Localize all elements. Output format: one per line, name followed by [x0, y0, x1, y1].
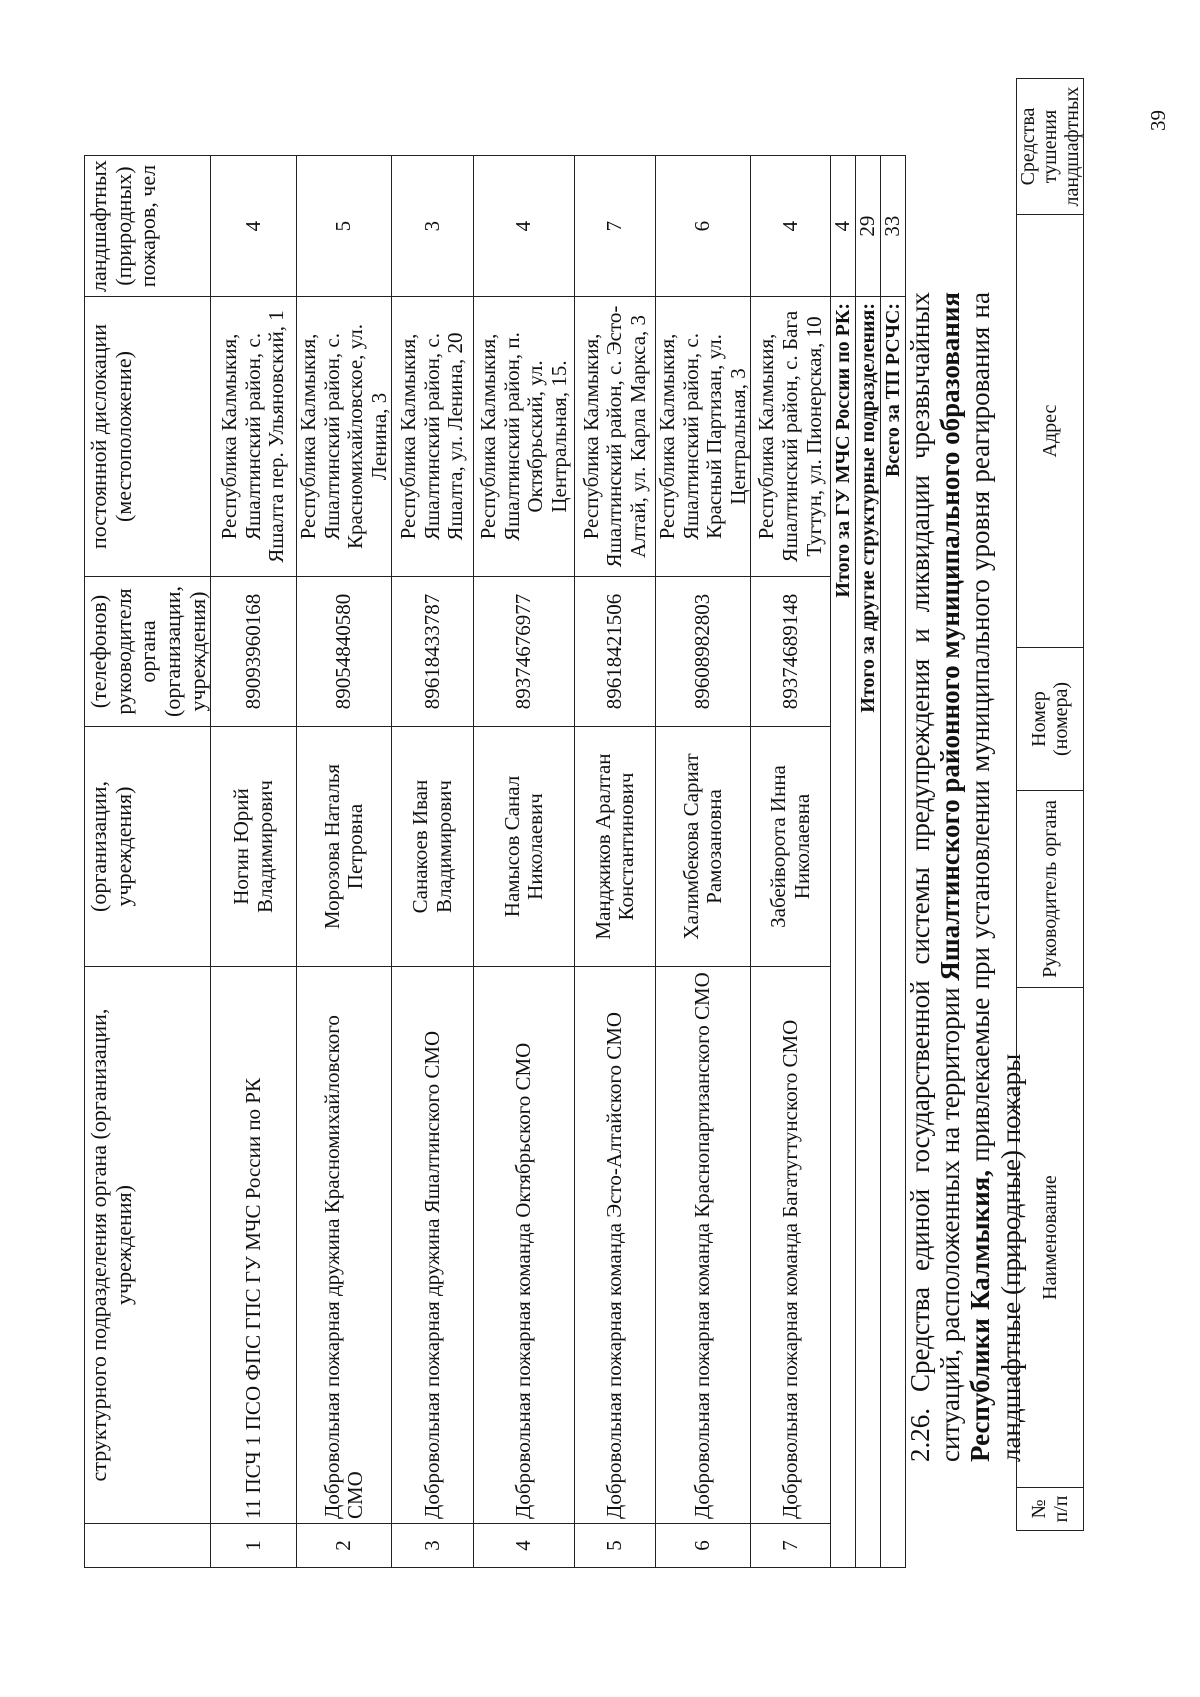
total-row — [831, 156, 856, 1568]
row-phone: 89093960168 — [211, 577, 297, 727]
row-number: 4 — [474, 1524, 575, 1568]
row-phone: 89608982803 — [656, 577, 751, 727]
row-unit-name: 11 ПСЧ 1 ПСО ФПС ГПС ГУ МЧС России по РК — [211, 967, 297, 1524]
table-row — [575, 156, 656, 1568]
row-unit-name: Добровольная пожарная команда Октябрьского СМО — [474, 967, 575, 1524]
row-phone: 89618421506 — [575, 577, 656, 727]
section-heading-bold: Яшалтинского районного муниципального образования Республики Калмыкия, — [935, 292, 996, 1462]
header-cell-phone: Номер (номера) — [1017, 648, 1084, 791]
row-address: Республика Калмыкия, Яшалтинский район, п. Октябрьский, ул. Центральная, 15. — [474, 297, 575, 577]
section-heading-part2: привлекаемые при установлении муниципального уровня реагирования на ландшафтные (природные) пожары — [965, 292, 1026, 1462]
row-address: Республика Калмыкия, Яшалтинский район, с. Красномихайловское, ул. Ленина, 3 — [297, 297, 392, 577]
row-count: 6 — [656, 156, 751, 297]
header-cell-number — [85, 1524, 211, 1568]
row-unit-name: Добровольная пожарная дружина Красномихайловского СМО — [297, 967, 392, 1524]
row-phone: 89618433787 — [392, 577, 474, 727]
row-address: Республика Калмыкия, Яшалтинский район, с. Яшалта пер. Ульяновский, 1 — [211, 297, 297, 577]
table-row — [474, 156, 575, 1568]
table-row — [751, 156, 831, 1568]
row-address: Республика Калмыкия, Яшалтинский район, с. Яшалта, ул. Ленина, 20 — [392, 297, 474, 577]
row-address: Республика Калмыкия, Яшалтинский район, с. Бага Тугтун, ул. Пионерская, 10 — [751, 297, 831, 577]
row-number: 1 — [211, 1524, 297, 1568]
total-value: 29 — [856, 156, 881, 297]
header-cell-means: Средства тушения ландшафтных — [1017, 79, 1084, 215]
page-number: 39 — [1146, 110, 1170, 131]
row-head: Намысов Санал Николаевич — [474, 727, 575, 967]
header-cell-address: Адрес — [1017, 215, 1084, 648]
row-count: 3 — [392, 156, 474, 297]
row-number: 6 — [656, 1524, 751, 1568]
total-value: 33 — [880, 156, 905, 297]
table-row — [211, 156, 297, 1568]
header-cell-number: № п/п — [1017, 1488, 1084, 1531]
header-cell-unit: структурного подразделения органа (организации, учреждения) — [85, 967, 211, 1524]
row-phone: 89374689148 — [751, 577, 831, 727]
row-count: 4 — [751, 156, 831, 297]
row-head: Забейворота Инна Николаевна — [751, 727, 831, 967]
row-unit-name: Добровольная пожарная команда Краснопартизанского СМО — [656, 967, 751, 1524]
row-phone: 89054840580 — [297, 577, 392, 727]
row-count: 5 — [297, 156, 392, 297]
row-head: Санакоев Иван Владимирович — [392, 727, 474, 967]
table-header-row — [1017, 79, 1084, 1531]
row-number: 2 — [297, 1524, 392, 1568]
row-count: 7 — [575, 156, 656, 297]
table-row — [656, 156, 751, 1568]
table-row — [297, 156, 392, 1568]
section-heading — [905, 292, 1026, 1462]
row-address: Республика Калмыкия, Яшалтинский район, с. Красный Партизан, ул. Центральная, 3 — [656, 297, 751, 577]
table-header-row — [85, 156, 211, 1568]
resources-table-header — [1016, 78, 1084, 1531]
header-cell-head: Руководитель органа — [1017, 791, 1084, 988]
total-label: Всего за ТП РСЧС: — [880, 297, 905, 1568]
row-unit-name: Добровольная пожарная дружина Яшалтинского СМО — [392, 967, 474, 1524]
row-number: 5 — [575, 1524, 656, 1568]
row-head: Морозова Наталья Петровна — [297, 727, 392, 967]
header-cell-phone: (телефонов) руководителя органа (организации, учреждения) — [85, 577, 211, 727]
row-count: 4 — [474, 156, 575, 297]
header-cell-name: Наименование — [1017, 988, 1084, 1488]
total-value: 4 — [831, 156, 856, 297]
total-label: Итого за ГУ МЧС России по РК: — [831, 297, 856, 1568]
header-cell-count: ландшафтных (природных) пожаров, чел — [85, 156, 211, 297]
header-cell-address: постоянной дислокации (местоположение) — [85, 297, 211, 577]
row-phone: 89374676977 — [474, 577, 575, 727]
table-row — [392, 156, 474, 1568]
row-number: 7 — [751, 1524, 831, 1568]
section-heading-part1: 2.26. Средства единой государственной системы предупреждения и ликвидации чрезвычайных ситуаций, расположенных на территории — [905, 292, 966, 1462]
total-row — [856, 156, 881, 1568]
row-unit-name: Добровольная пожарная команда Багатугтунского СМО — [751, 967, 831, 1524]
row-count: 4 — [211, 156, 297, 297]
row-unit-name: Добровольная пожарная команда Эсто-Алтайского СМО — [575, 967, 656, 1524]
row-head: Халимбекова Сариат Рамозановна — [656, 727, 751, 967]
row-head: Ногин Юрий Владимирович — [211, 727, 297, 967]
row-address: Республика Калмыкия, Яшалтинский район, с. Эсто-Алтай, ул. Карла Маркса, 3 — [575, 297, 656, 577]
fire-units-table — [84, 155, 906, 1568]
row-number: 3 — [392, 1524, 474, 1568]
row-head: Манджиков Аралтан Константинович — [575, 727, 656, 967]
total-row — [880, 156, 905, 1568]
total-label: Итого за другие структурные подразделения: — [856, 297, 881, 1568]
header-cell-head: (организации, учреждения) — [85, 727, 211, 967]
